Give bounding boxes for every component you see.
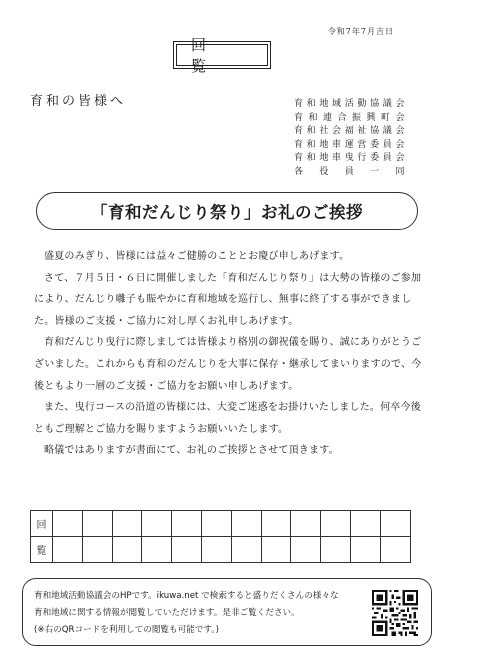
table-row: [31, 511, 411, 537]
signature-cell: [112, 511, 142, 537]
sender-item: 育和連合振興町会: [294, 112, 406, 123]
footer-line: (※右のQRコードを利用しての閲覧も可能です。): [34, 625, 219, 635]
paragraph: また、曳行コースの沿道の皆様には、大変ご迷惑をお掛けいたしました。何卒今後ともご理解とご協力を賜りますようお願いいたします。: [34, 402, 421, 435]
footer-line: 育和地域に関する情報が閲覧していただけます。是非ご覧ください。: [34, 608, 300, 618]
signature-cell: [142, 511, 172, 537]
signature-cell: [261, 511, 291, 537]
signature-cell: [291, 511, 321, 537]
sender-item: 各役員一同: [294, 166, 406, 177]
signature-cell: [380, 537, 410, 563]
qr-code-icon[interactable]: [372, 590, 418, 636]
footer-text: [34, 588, 364, 639]
paragraph: 盛夏のみぎり、皆様には益々ご健勝のこととお慶び申しあげます。: [44, 251, 350, 262]
sender-list: [294, 98, 406, 180]
table-label: 回: [31, 511, 53, 537]
signature-cell: [53, 511, 83, 537]
signature-cell: [82, 511, 112, 537]
signature-cell: [350, 511, 380, 537]
signature-cell: [53, 537, 83, 563]
greeting: 育和の皆様へ: [30, 94, 127, 109]
date: 令和7年7月吉日: [327, 27, 394, 36]
signature-cell: [172, 537, 202, 563]
signature-cell: [142, 537, 172, 563]
table-label: 覧: [31, 537, 53, 563]
signature-cell: [380, 511, 410, 537]
footer-line: 育和地域活動協議会のHPです。ikuwa.net で検索すると盛りだくさんの様々な: [34, 591, 339, 601]
paragraph: さて、７月５日・６日に開催しました「育和だんじり祭り」は大勢の皆様のご参加により、だんじり囃子も賑やかに育和地域を巡行し、無事に終了する事ができました。皆様のご支援・ご協力に対し厚くお礼申しあげます。: [34, 272, 422, 327]
paragraph: 育和だんじり曳行に際しましては皆様より格別の御祝儀を賜り、誠にありがとうございました。これからも育和のだんじりを大事に保存・継承してまいりますので、今後ともより一層のご支援・ご協力をお願い申しあげます。: [34, 337, 422, 392]
signature-cell: [201, 511, 231, 537]
table-row: [31, 537, 411, 563]
signature-cell: [231, 537, 261, 563]
signature-cell: [231, 511, 261, 537]
sender-item: 育和地車運営委員会: [294, 139, 406, 150]
circulation-table: [30, 510, 411, 563]
document-title: 「育和だんじり祭り」お礼のご挨拶: [36, 192, 418, 230]
sender-item: 育和地域活動協議会: [294, 99, 406, 109]
sender-item: 育和地車曳行委員会: [294, 153, 406, 164]
signature-cell: [82, 537, 112, 563]
signature-cell: [201, 537, 231, 563]
kairan-label: 回 覧: [176, 44, 268, 66]
sender-item: 育和社会福祉協議会: [294, 126, 406, 137]
body-text: [34, 246, 422, 462]
signature-cell: [172, 511, 202, 537]
signature-cell: [321, 537, 351, 563]
signature-cell: [112, 537, 142, 563]
signature-cell: [291, 537, 321, 563]
signature-cell: [261, 537, 291, 563]
paragraph: 略儀ではありますが書面にて、お礼のご挨拶とさせて頂きます。: [44, 445, 339, 457]
signature-cell: [321, 511, 351, 537]
signature-cell: [350, 537, 380, 563]
